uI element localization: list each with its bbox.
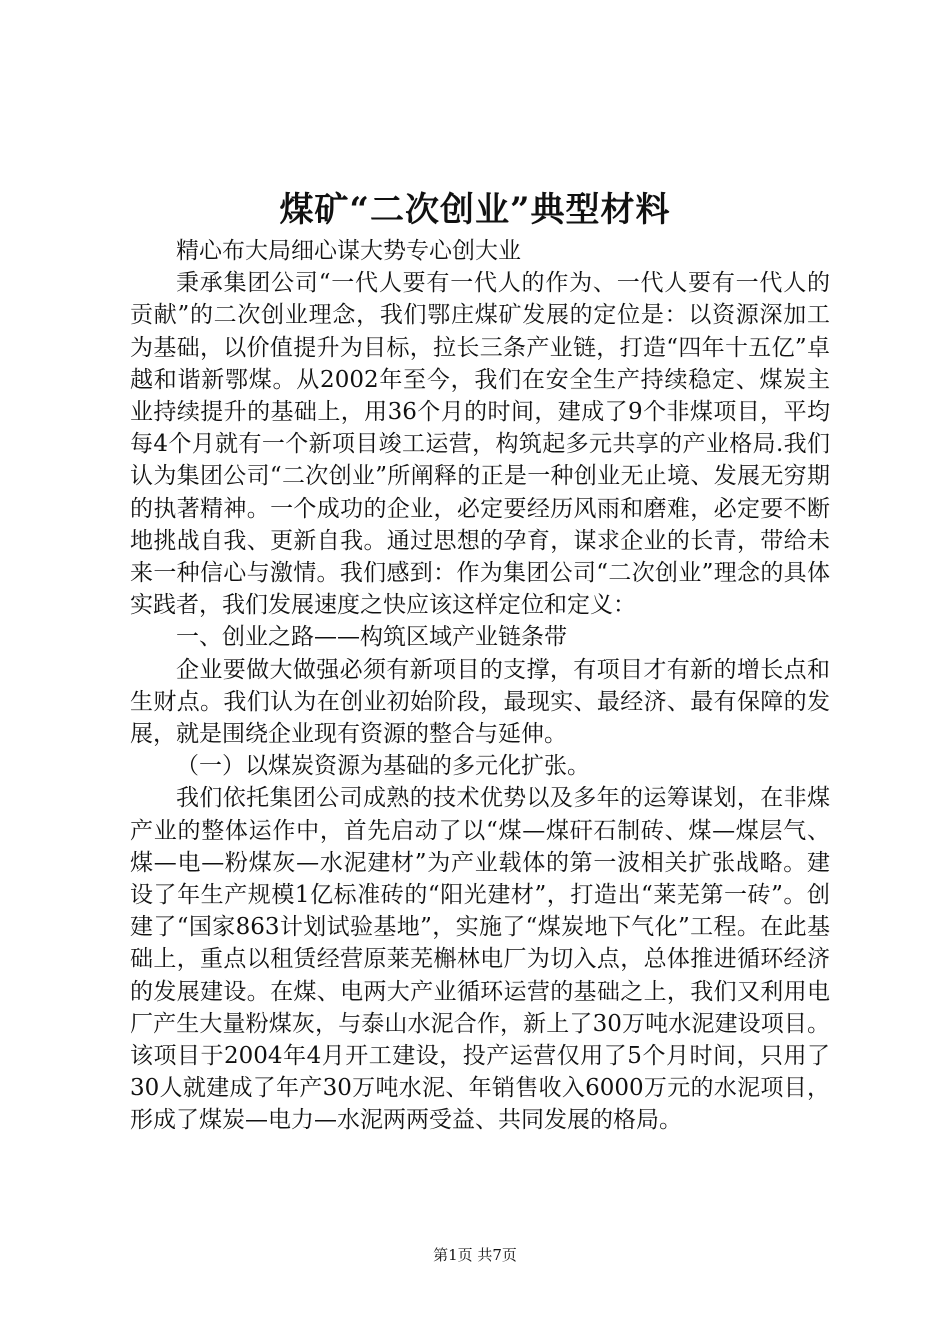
subtitle-paragraph: 精心布大局细心谋大势专心创大业 [176, 238, 521, 264]
section-intro-paragraph: 企业要做大做强必须有新项目的支撑，有项目才有新的增长点和生财点。我们认为在创业初始阶段，最现实、最经济、最有保障的发展，就是围绕企业现有资源的整合与延伸。 [130, 656, 830, 748]
document-title: 煤矿“二次创业”典型材料 [279, 190, 671, 230]
subsection-paragraph: 我们依托集团公司成熟的技术优势以及多年的运筹谋划，在非煤产业的整体运作中，首先启动了以“煤—煤矸石制砖、煤—煤层气、煤—电—粉煤灰—水泥建材”为产业载体的第一波相关扩张战略。建设了年生产规模1亿标准砖的“阳光建材”，打造出“莱芜第一砖”。创建了“国家863计划试验基地”，实施了“煤炭地下气化”工程。在此基础上，重点以租赁经营原莱芜槲林电厂为切入点，总体推进循环经济的发展建设。在煤、电两大产业循环运营的基础之上，我们又利用电厂产生大量粉煤灰，与泰山水泥合作，新上了30万吨水泥建设项目。该项目于2004年4月开工建设，投产运营仅用了5个月时间，只用了30人就建成了年产30万吨水泥、年销售收入6000万元的水泥项目，形成了煤炭—电力—水泥两两受益、共同发展的格局。 [130, 785, 830, 1134]
page-footer: 第1页 共7页 [433, 1246, 517, 1264]
subsection-heading: （一）以煤炭资源为基础的多元化扩张。 [176, 753, 590, 780]
section-heading: 一、创业之路——构筑区域产业链条带 [176, 624, 567, 651]
document-body [130, 235, 830, 1137]
intro-paragraph: 秉承集团公司“一代人要有一代人的作为、一代人要有一代人的贡献”的二次创业理念，我们鄂庄煤矿发展的定位是：以资源深加工为基础，以价值提升为目标，拉长三条产业链，打造“四年十五亿”卓越和谐新鄂煤。从2002年至今，我们在安全生产持续稳定、煤炭主业持续提升的基础上，用36个月的时间，建成了9个非煤项目，平均每4个月就有一个新项目竣工运营，构筑起多元共享的产业格局.我们认为集团公司“二次创业”所阐释的正是一种创业无止境、发展无穷期的执著精神。一个成功的企业，必定要经历风雨和磨难，必定要不断地挑战自我、更新自我。通过思想的孕育，谋求企业的长青，带给未来一种信心与激情。我们感到：作为集团公司“二次创业”理念的具体实践者，我们发展速度之快应该这样定位和定义： [130, 270, 830, 619]
